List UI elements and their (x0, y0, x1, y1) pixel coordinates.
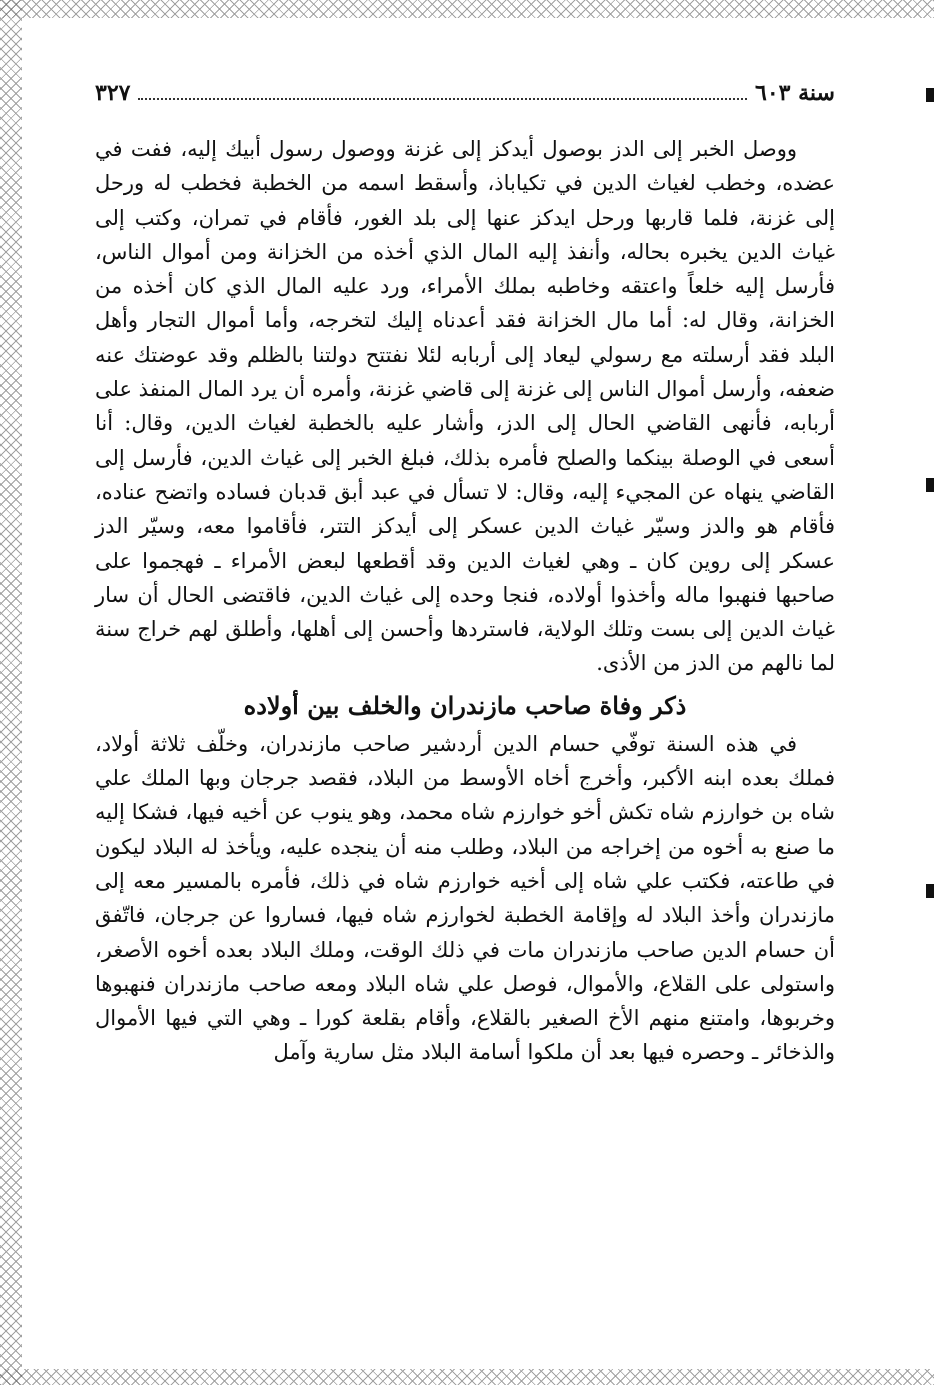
section-heading: ذكر وفاة صاحب مازندران والخلف بين أولاده (243, 690, 687, 720)
edge-mark-lower (926, 884, 934, 898)
book-page (95, 80, 835, 1070)
running-header-title: سنة ٦٠٣ (755, 80, 835, 106)
header-dotted-leader (138, 98, 747, 100)
paragraph-2: في هذه السنة توفّي حسام الدين أردشير صاحب مازندران، وخلّف ثلاثة أولاد، فملك بعده ابنه الأكبر، وأخرج أخاه الأوسط من البلاد، فقصد جرجان وبها الملك علي شاه بن خوارزم شاه تكش أخو خوارزم شاه محمد، وهو ينوب عن أخيه فيها، فشكا إليه ما صنع به أخوه من إخراجه من البلاد، وطلب منه أن ينجده عليه، ويأخذ له البلاد ليكون في طاعته، فكتب علي شاه إلى أخيه خوارزم شاه في ذلك، فأمره بالمسير معه إلى مازندران وأخذ البلاد له وإقامة الخطبة لخوارزم شاه فيها، فساروا عن جرجان، فاتّفق أن حسام الدين صاحب مازندران مات في ذلك الوقت، وملك البلاد بعده أخوه الأصغر، واستولى على القلاع، والأموال، فوصل علي شاه البلاد ومعه صاحب مازندران فنهبوها وخربوها، وامتنع منهم الأخ الصغير بالقلاع، وأقام بقلعة كورا ـ وهي التي فيها الأموال والذخائر ـ وحصره فيها بعد أن ملكوا أسامة البلاد مثل سارية وآمل (95, 731, 835, 1065)
edge-mark-top (926, 88, 934, 102)
page-number: ٣٢٧ (95, 80, 131, 106)
decorative-border-bottom (0, 1369, 934, 1385)
decorative-border-top (0, 0, 934, 18)
decorative-border-left (0, 0, 22, 1385)
running-header (95, 80, 835, 120)
paragraph-1: ووصل الخبر إلى الدز بوصول أيدكز إلى غزنة ووصول رسول أبيك إليه، ففت في عضده، وخطب لغياث الدين في تكياباذ، وأسقط اسمه من الخطبة فخطب له ورحل إلى غزنة، فلما قاربها ورحل ايدكز عنها إلى بلد الغور، فأقام في تمران، وكتب إلى غياث الدين يخبره بحاله، وأنفذ إليه المال الذي أخذه من الخزانة ومن أموال الناس، فأرسل إليه خلعاً واعتقه وخاطبه بملك الأمراء، ورد عليه المال الذي كان أخذه من الخزانة، وقال له: أما مال الخزانة فقد أعدناه إليك لتخرجه، وأما أموال التجار وأهل البلد فقد أرسلته مع رسولي ليعاد إلى أربابه لئلا نفتتح دولتنا بالظلم وقد عوضتك عنه ضعفه، وأرسل أموال الناس إلى غزنة إلى قاضي غزنة، وأمره أن يرد المال المنفذ على أربابه، فأنهى القاضي الحال إلى الدز، وأشار عليه بالخطبة لغياث الدين، وقال: أنا أسعى في الوصلة بينكما والصلح فأمره بذلك، فبلغ الخبر إلى غياث الدين، فأرسل إلى القاضي ينهاه عن المجيء إليه، وقال: لا تسأل في عبد أبق قدبان فساده واتضح عناده، فأقام هو والدز وسيّر غياث الدين عسكر إلى أيدكز التتر، فأقاموا معه، وسيّر الدز عسكر إلى روين كان ـ وهي لغياث الدين وقد أقطعها لبعض الأمراء ـ فهجموا على صاحبها فنهبوا ماله وأخذوا أولاده، فنجا وحده إلى غياث الدين، فاقتضى الحال أن سار غياث الدين إلى بست وتلك الولاية، فاستردها وأحسن إلى أهلها، وأطلق لهم خراج سنة لما نالهم من الدز من الأذى. (95, 137, 835, 676)
edge-mark-middle (926, 478, 934, 492)
